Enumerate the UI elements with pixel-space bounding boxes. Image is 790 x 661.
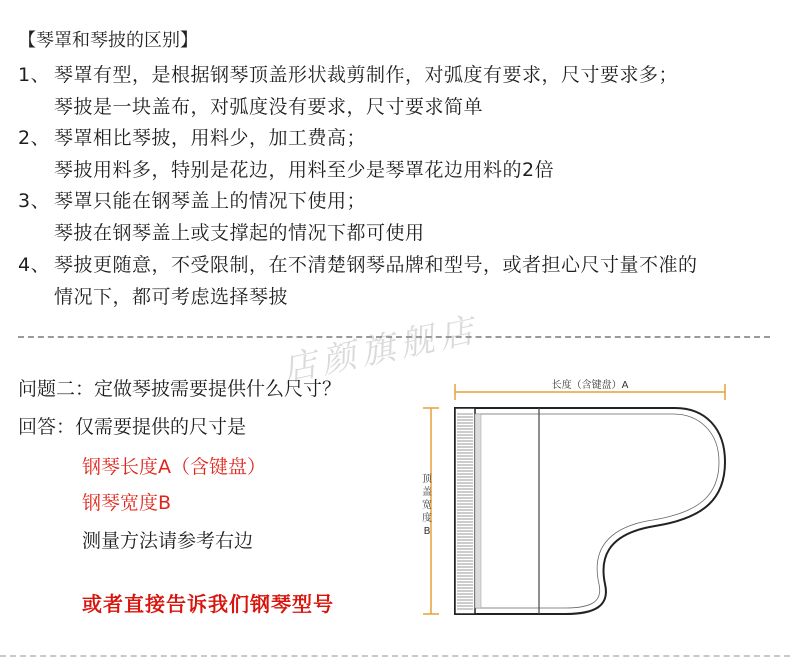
difference-item-3-line1: 琴罩只能在钢琴盖上的情况下使用； [54, 190, 367, 212]
bottom-divider [0, 655, 790, 657]
width-label-char: 宽 [422, 500, 432, 511]
length-label: 长度（含键盘）A [551, 380, 629, 391]
faq-question: 问题二：定做琴披需要提供什么尺寸？ [18, 378, 342, 400]
piano-keyboard [455, 408, 475, 614]
section-title: 【琴罩和琴披的区别】 [18, 30, 198, 51]
difference-item-4-line2: 情况下，都可考虑选择琴披 [54, 286, 289, 308]
width-label-char: B [423, 526, 431, 537]
difference-item-1-line1: 琴罩有型，是根据钢琴顶盖形状裁剪制作，对弧度有要求，尺寸要求多； [54, 64, 679, 86]
store-watermark: 店颜旗舰店 [278, 309, 483, 391]
difference-item-2-line2: 琴披用料多，特别是花边，用料至少是琴罩花边用料的2倍 [54, 159, 555, 181]
difference-item-1-line2: 琴披是一块盖布，对弧度没有要求，尺寸要求简单 [54, 96, 484, 118]
width-label-char: 顶 [422, 474, 432, 485]
difference-item-3-line2: 琴披在钢琴盖上或支撑起的情况下都可使用 [54, 222, 425, 244]
width-label-char: 盖 [422, 487, 432, 498]
difference-item-4-line1: 琴披更随意，不受限制，在不清楚钢琴品牌和型号，或者担心尺寸量不准的 [54, 254, 698, 276]
piano-diagram [405, 370, 780, 645]
difference-item-4-number: 4、 [18, 254, 51, 276]
width-label-char: 度 [422, 513, 432, 524]
difference-item-1-number: 1、 [18, 64, 51, 86]
size-item-width: 钢琴宽度B [82, 492, 172, 514]
size-item-length: 钢琴长度A（含键盘） [82, 456, 266, 478]
width-dimension [422, 408, 439, 614]
piano-outline [455, 408, 725, 614]
difference-item-2-line1: 琴罩相比琴披，用料少，加工费高； [54, 127, 367, 149]
contact-hint: 或者直接告诉我们钢琴型号 [82, 592, 334, 616]
difference-item-2-number: 2、 [18, 127, 51, 149]
faq-answer: 回答：仅需要提供的尺寸是 [18, 416, 247, 438]
difference-item-3-number: 3、 [18, 190, 51, 212]
measure-hint: 测量方法请参考右边 [82, 530, 254, 552]
length-dimension [455, 378, 725, 400]
